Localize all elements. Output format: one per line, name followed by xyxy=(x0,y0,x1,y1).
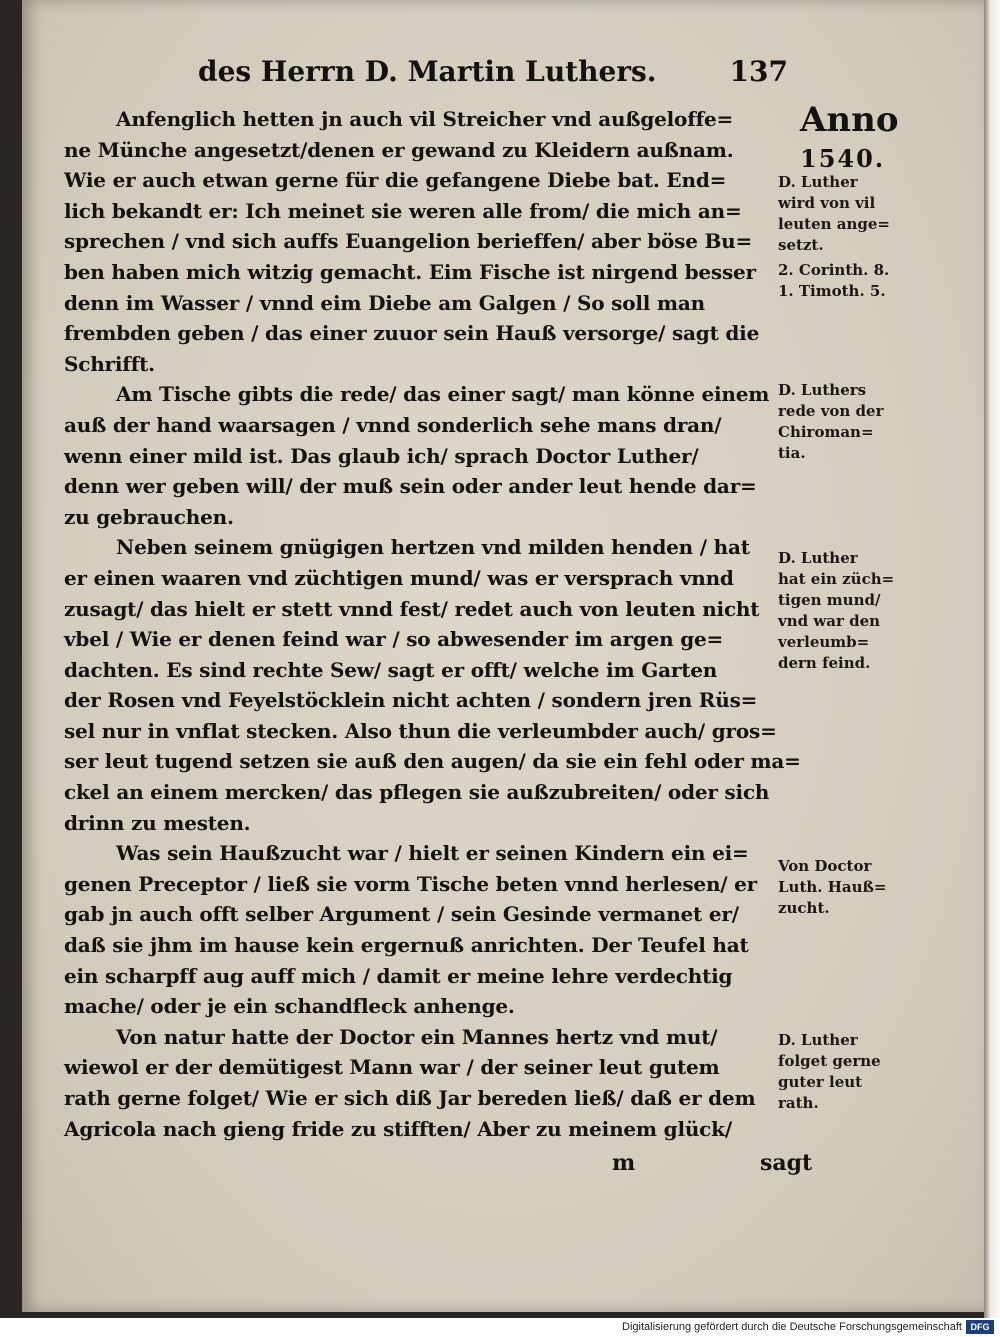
note-line: guter leut xyxy=(778,1073,863,1091)
text-line: genen Preceptor / ließ sie vorm Tische beten vnnd herlesen/ er xyxy=(64,871,758,896)
margin-note xyxy=(778,260,889,302)
margin-year: 1540. xyxy=(800,144,886,173)
text-line: denn wer geben will/ der muß sein oder ander leut hende dar= xyxy=(64,474,757,499)
text-line: dachten. Es sind rechte Sew/ sagt er offt/ welche im Garten xyxy=(64,657,718,682)
note-line: hat ein züch= xyxy=(778,570,895,588)
dfg-logo: DFG xyxy=(966,1320,994,1334)
running-title: des Herrn D. Martin Luthers. xyxy=(198,55,657,88)
margin-note xyxy=(778,856,887,919)
text-line: gab jn auch offt selber Argument / sein Gesinde vermanet er/ xyxy=(64,902,739,927)
note-line: rath. xyxy=(778,1094,819,1112)
text-line: sel nur in vnflat stecken. Also thun die verleumbder auch/ gros= xyxy=(64,718,777,743)
note-line: tia. xyxy=(778,444,806,462)
catchword: sagt xyxy=(760,1150,813,1176)
margin-note xyxy=(778,1030,881,1114)
text-line: lich bekandt er: Ich meinet sie weren alle from/ die mich an= xyxy=(64,198,742,223)
page-edge xyxy=(984,0,1000,1318)
text-line: Am Tische gibts die rede/ das einer sagt/ man könne einem xyxy=(116,382,770,407)
text-line: wiewol er der demütigest Mann war / der seiner leut gutem xyxy=(64,1055,720,1080)
text-line: ben haben mich witzig gemacht. Eim Fische ist nirgend besser xyxy=(64,259,756,284)
note-line: wird von vil xyxy=(778,194,876,212)
text-line: drinn zu mesten. xyxy=(64,810,251,835)
text-line: Anfenglich hetten jn auch vil Streicher vnd außgeloffe= xyxy=(116,107,734,131)
note-line: zucht. xyxy=(778,899,830,917)
text-line: zu gebrauchen. xyxy=(64,504,234,529)
text-line: daß sie jhm im hause kein ergernuß anrichten. Der Teufel hat xyxy=(64,933,749,958)
note-line: 2. Corinth. 8. xyxy=(778,261,890,279)
note-line: Chiroman= xyxy=(778,423,874,441)
text-line: sprechen / vnd sich auffs Euangelion berieffen/ aber böse Bu= xyxy=(64,229,753,254)
margin-note xyxy=(778,172,890,256)
text-line: der Rosen vnd Feyelstöcklein nicht achten / sondern jren Rüs= xyxy=(64,688,758,713)
note-line: folget gerne xyxy=(778,1052,881,1070)
note-line: leuten ange= xyxy=(778,215,890,233)
text-line: Neben seinem gnügigen hertzen vnd milden henden / hat xyxy=(116,535,750,560)
note-line: verleumb= xyxy=(778,633,870,651)
text-line: Was sein Haußzucht war / hielt er seinen Kindern ein ei= xyxy=(116,841,749,866)
funding-credit: Digitalisierung gefördert durch die Deutsche Forschungsgemeinschaft xyxy=(622,1321,962,1333)
note-line: vnd war den xyxy=(778,612,881,630)
text-line: denn im Wasser / vnnd eim Diebe am Galgen / So soll man xyxy=(64,290,705,315)
note-line: D. Luther xyxy=(778,173,858,191)
note-line: D. Luthers xyxy=(778,381,867,399)
text-line: rath gerne folget/ Wie er sich diß Jar bereden ließ/ daß er dem xyxy=(64,1086,756,1110)
note-line: D. Luther xyxy=(778,549,858,567)
text-line: Schrifft. xyxy=(64,351,155,376)
text-line: Wie er auch etwan gerne für die gefangene Diebe bat. End= xyxy=(64,168,727,193)
text-line: ser leut tugend setzen sie auß den augen/ da sie ein fehl oder ma= xyxy=(64,749,801,774)
note-line: D. Luther xyxy=(778,1031,858,1049)
text-line: auß der hand waarsagen / vnnd sonderlich sehe mans dran/ xyxy=(64,412,722,437)
text-line: vbel / Wie er denen feind war / so abwesender im argen ge= xyxy=(64,627,724,652)
text-line: wenn einer mild ist. Das glaub ich/ sprach Doctor Luther/ xyxy=(64,443,699,468)
note-line: 1. Timoth. 5. xyxy=(778,282,886,300)
signature-mark: m xyxy=(612,1150,636,1176)
text-line: mache/ oder je ein schandfleck anhenge. xyxy=(64,994,515,1019)
note-line: tigen mund/ xyxy=(778,591,881,609)
footer-bar xyxy=(0,1318,1000,1337)
note-line: Von Doctor xyxy=(778,857,872,875)
note-line: rede von der xyxy=(778,402,884,420)
note-line: dern feind. xyxy=(778,654,871,672)
note-line: Luth. Hauß= xyxy=(778,878,887,896)
text-line: Von natur hatte der Doctor ein Mannes hertz vnd mut/ xyxy=(116,1024,718,1049)
text-line: Agricola nach gieng fride zu stifften/ Aber zu meinem glück/ xyxy=(64,1116,732,1141)
text-line: ein scharpff aug auff mich / damit er meine lehre verdechtig xyxy=(64,963,733,988)
text-line: er einen waaren vnd züchtigen mund/ was er versprach vnnd xyxy=(64,565,734,590)
margin-anno: Anno xyxy=(800,100,899,140)
note-line: setzt. xyxy=(778,236,824,254)
page-number: 137 xyxy=(729,55,788,88)
text-line: zusagt/ das hielt er stett vnnd fest/ redet auch von leuten nicht xyxy=(64,596,760,621)
margin-note xyxy=(778,548,894,674)
margin-note xyxy=(778,380,883,464)
running-head xyxy=(198,55,788,95)
text-line: frembden geben / das einer zuuor sein Hauß versorge/ sagt die xyxy=(64,321,760,346)
text-line: ckel an einem mercken/ das pflegen sie außzubreiten/ oder sich xyxy=(64,780,770,805)
text-line: ne Münche angesetzt/denen er gewand zu Kleidern außnam. xyxy=(64,137,734,162)
